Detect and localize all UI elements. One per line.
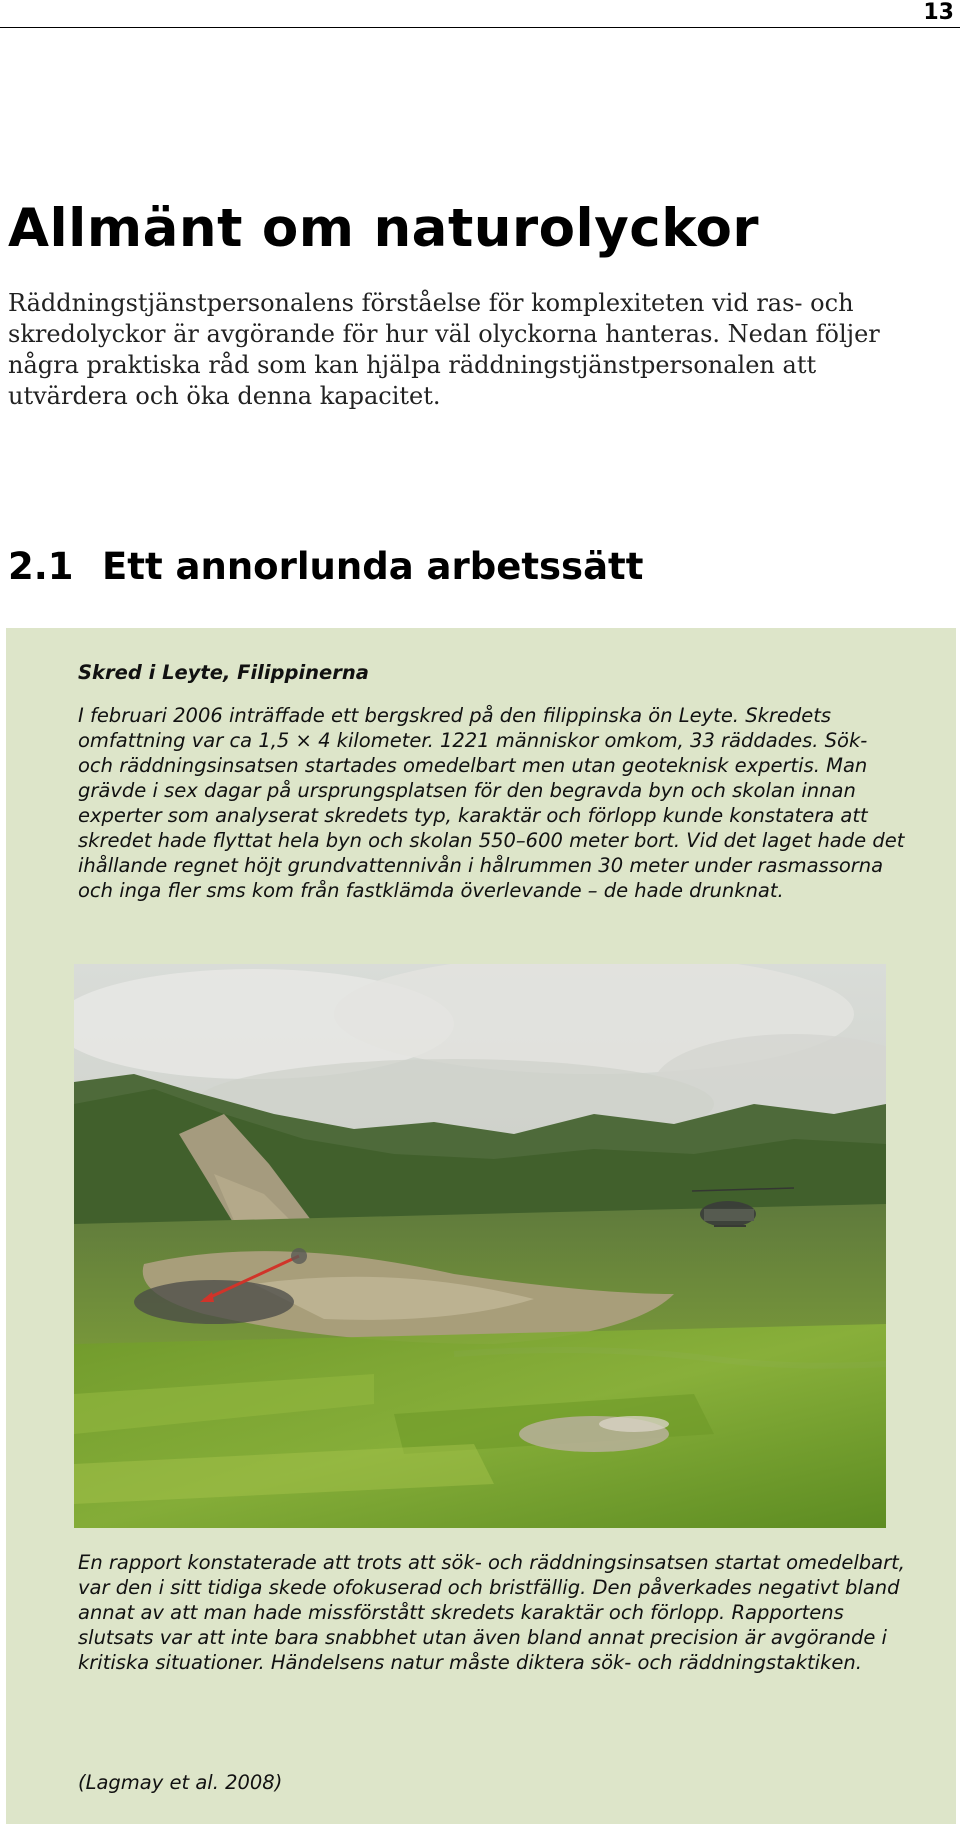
chapter-title: Allmänt om naturolyckor — [8, 198, 760, 259]
section-title: Ett annorlunda arbetssätt — [102, 545, 644, 588]
section-number: 2.1 — [8, 545, 74, 588]
case-study-box — [6, 628, 956, 1824]
case-title: Skred i Leyte, Filippinerna — [78, 661, 369, 684]
case-body: I februari 2006 inträffade ett bergskred på den filippinska ön Leyte. Skredets omfattning var ca 1,5 × 4 kilometer. 1221 människor omkom, 33 räddades. Sök- och räddningsinsatsen startades omedelbart men utan geoteknisk expertis. Man grävde i sex dagar på ursprungsplatsen för den begravda byn och skolan innan experter som analyserat skredets typ, karaktär och förlopp kunde konstatera att skredet hade flyttat hela byn och skolan 550–600 meter bort. Vid det laget hade det ihållande regnet höjt grundvattennivån i hålrummen 30 meter under rasmassorna och inga fler sms kom från fastklämda överlevande – de hade drunknat. — [78, 704, 905, 902]
landslide-aerial-photo — [74, 964, 886, 1528]
section-heading — [8, 545, 643, 588]
intro-paragraph: Räddningstjänstpersonalens förståelse för komplexiteten vid ras- och skredolyckor är avgörande för hur väl olyckorna hanteras. Nedan följer några praktiska råd som kan hjälpa räddningstjänstpersonalen att utvärdera och öka denna kapacitet. — [8, 289, 880, 410]
case-conclusion: En rapport konstaterade att trots att sök- och räddningsinsatsen startat omedelbart, var den i sitt tidiga skede ofokuserad och bristfällig. Den påverkades negativt bland annat av att man hade missförstått skredets karaktär och förlopp. Rapportens slutsats var att inte bara snabbhet utan även bland annat precision är avgörande i kritiska situationer. Händelsens natur måste diktera sök- och räddningstaktiken. — [78, 1551, 905, 1674]
case-source: (Lagmay et al. 2008) — [78, 1771, 283, 1794]
page-number: 13 — [923, 0, 954, 25]
header-rule — [0, 27, 960, 28]
